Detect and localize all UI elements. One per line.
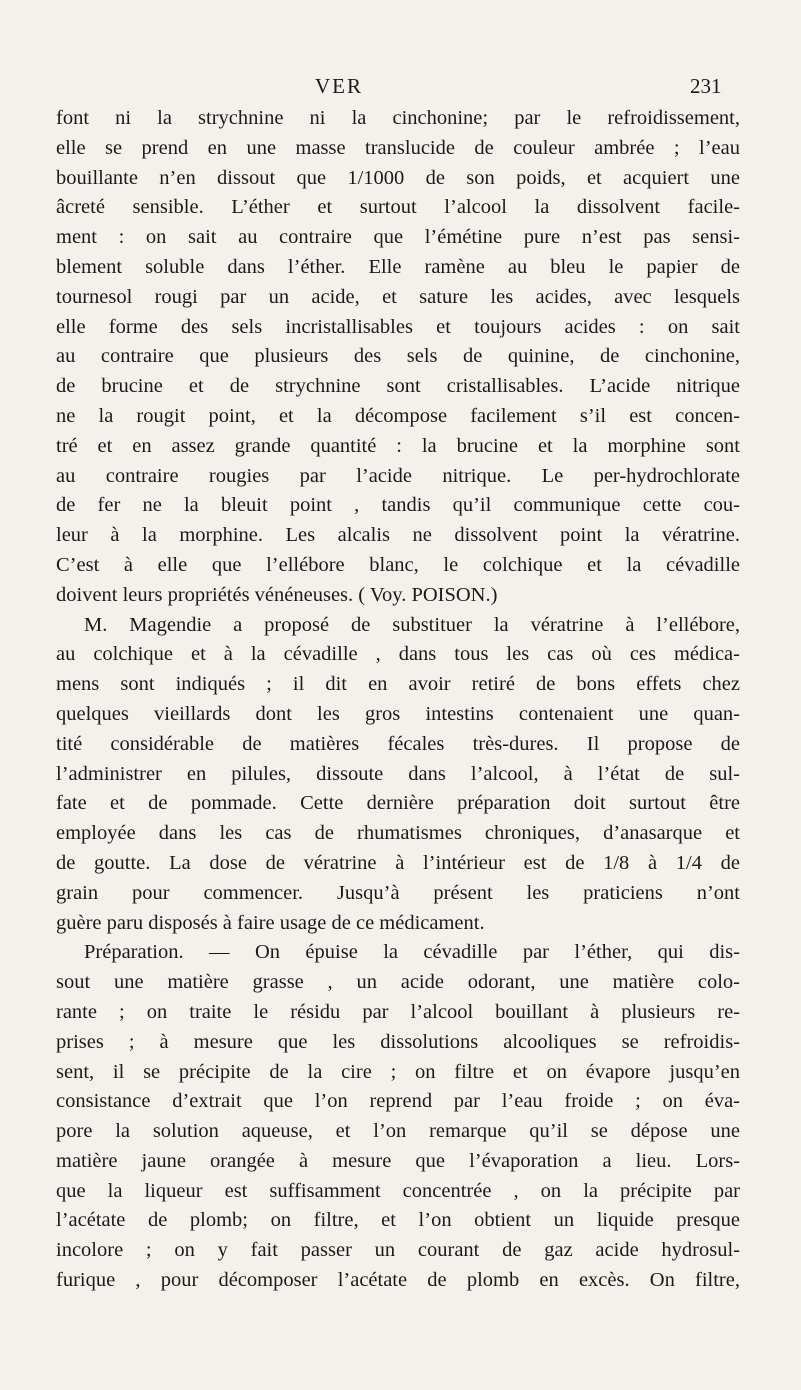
text-line: au contraire que plusieurs des sels de quinine, de cinchonine,	[56, 345, 740, 368]
text-line: sout une matière grasse , un acide odorant, une matière colo-	[56, 971, 740, 994]
text-line: consistance d’extrait que l’on reprend par l’eau froide ; on éva-	[56, 1090, 740, 1113]
text-line: furique , pour décomposer l’acétate de plomb en excès. On filtre,	[56, 1269, 740, 1292]
text-line: rante ; on traite le résidu par l’alcool bouillant à plusieurs re-	[56, 1000, 740, 1023]
text-line: mens sont indiqués ; il dit en avoir retiré de bons effets chez	[56, 673, 740, 696]
body-text	[56, 104, 740, 1296]
text-line: tré et en assez grande quantité : la brucine et la morphine sont	[56, 434, 740, 457]
running-head: VER	[315, 74, 363, 98]
text-line: incolore ; on y fait passer un courant de gaz acide hydrosul-	[56, 1239, 740, 1262]
text-line: de goutte. La dose de vératrine à l’intérieur est de 1/8 à 1/4 de	[56, 851, 740, 874]
text-line: tournesol rougi par un acide, et sature les acides, avec lesquels	[56, 285, 740, 308]
text-line: M. Magendie a proposé de substituer la vératrine à l’ellébore,	[84, 613, 740, 636]
text-line: fate et de pommade. Cette dernière préparation doit surtout être	[56, 792, 740, 815]
text-line: sent, il se précipite de la cire ; on filtre et on évapore jusqu’en	[56, 1060, 740, 1083]
page-header	[0, 74, 801, 104]
text-line: ne la rougit point, et la décompose facilement s’il est concen-	[56, 404, 740, 427]
text-line: l’acétate de plomb; on filtre, et l’on obtient un liquide presque	[56, 1209, 740, 1232]
text-line: tité considérable de matières fécales très-dures. Il propose de	[56, 732, 740, 755]
text-line: font ni la strychnine ni la cinchonine; par le refroidissement,	[56, 107, 740, 129]
text-line: elle se prend en une masse translucide de couleur ambrée ; l’eau	[56, 136, 740, 159]
text-line: elle forme des sels incristallisables et toujours acides : on sait	[56, 315, 740, 338]
text-line: guère paru disposés à faire usage de ce médicament.	[56, 911, 485, 934]
text-line: que la liqueur est suffisamment concentrée , on la précipite par	[56, 1179, 740, 1202]
text-line: prises ; à mesure que les dissolutions alcooliques se refroidis-	[56, 1030, 740, 1053]
text-line: âcreté sensible. L’éther et surtout l’alcool la dissolvent facile-	[56, 196, 740, 219]
text-line: pore la solution aqueuse, et l’on remarque qu’il se dépose une	[56, 1120, 740, 1143]
text-line: de brucine et de strychnine sont cristallisables. L’acide nitrique	[56, 375, 740, 398]
text-line: ment : on sait au contraire que l’émétine pure n’est pas sensi-	[56, 226, 740, 249]
text-line: au colchique et à la cévadille , dans tous les cas où ces médica-	[56, 643, 740, 666]
text-line: de fer ne la bleuit point , tandis qu’il communique cette cou-	[56, 494, 740, 517]
text-line: blement soluble dans l’éther. Elle ramène au bleu le papier de	[56, 255, 740, 278]
text-line: Préparation. — On épuise la cévadille par l’éther, qui dis-	[84, 941, 740, 964]
text-line: grain pour commencer. Jusqu’à présent les praticiens n’ont	[56, 881, 740, 904]
text-line: C’est à elle que l’ellébore blanc, le colchique et la cévadille	[56, 553, 740, 576]
text-line: leur à la morphine. Les alcalis ne dissolvent point la vératrine.	[56, 524, 740, 547]
text-line: l’administrer en pilules, dissoute dans l’alcool, à l’état de sul-	[56, 762, 740, 785]
text-line: bouillante n’en dissout que 1/1000 de son poids, et acquiert une	[56, 166, 740, 189]
page-number: 231	[690, 74, 722, 98]
text-line: quelques vieillards dont les gros intestins contenaient une quan-	[56, 702, 740, 725]
text-line: employée dans les cas de rhumatismes chroniques, d’anasarque et	[56, 822, 740, 845]
text-line: doivent leurs propriétés vénéneuses. ( Voy. POISON.)	[56, 583, 498, 606]
text-line: au contraire rougies par l’acide nitrique. Le per-hydrochlorate	[56, 464, 740, 487]
text-line: matière jaune orangée à mesure que l’évaporation a lieu. Lors-	[56, 1149, 740, 1172]
